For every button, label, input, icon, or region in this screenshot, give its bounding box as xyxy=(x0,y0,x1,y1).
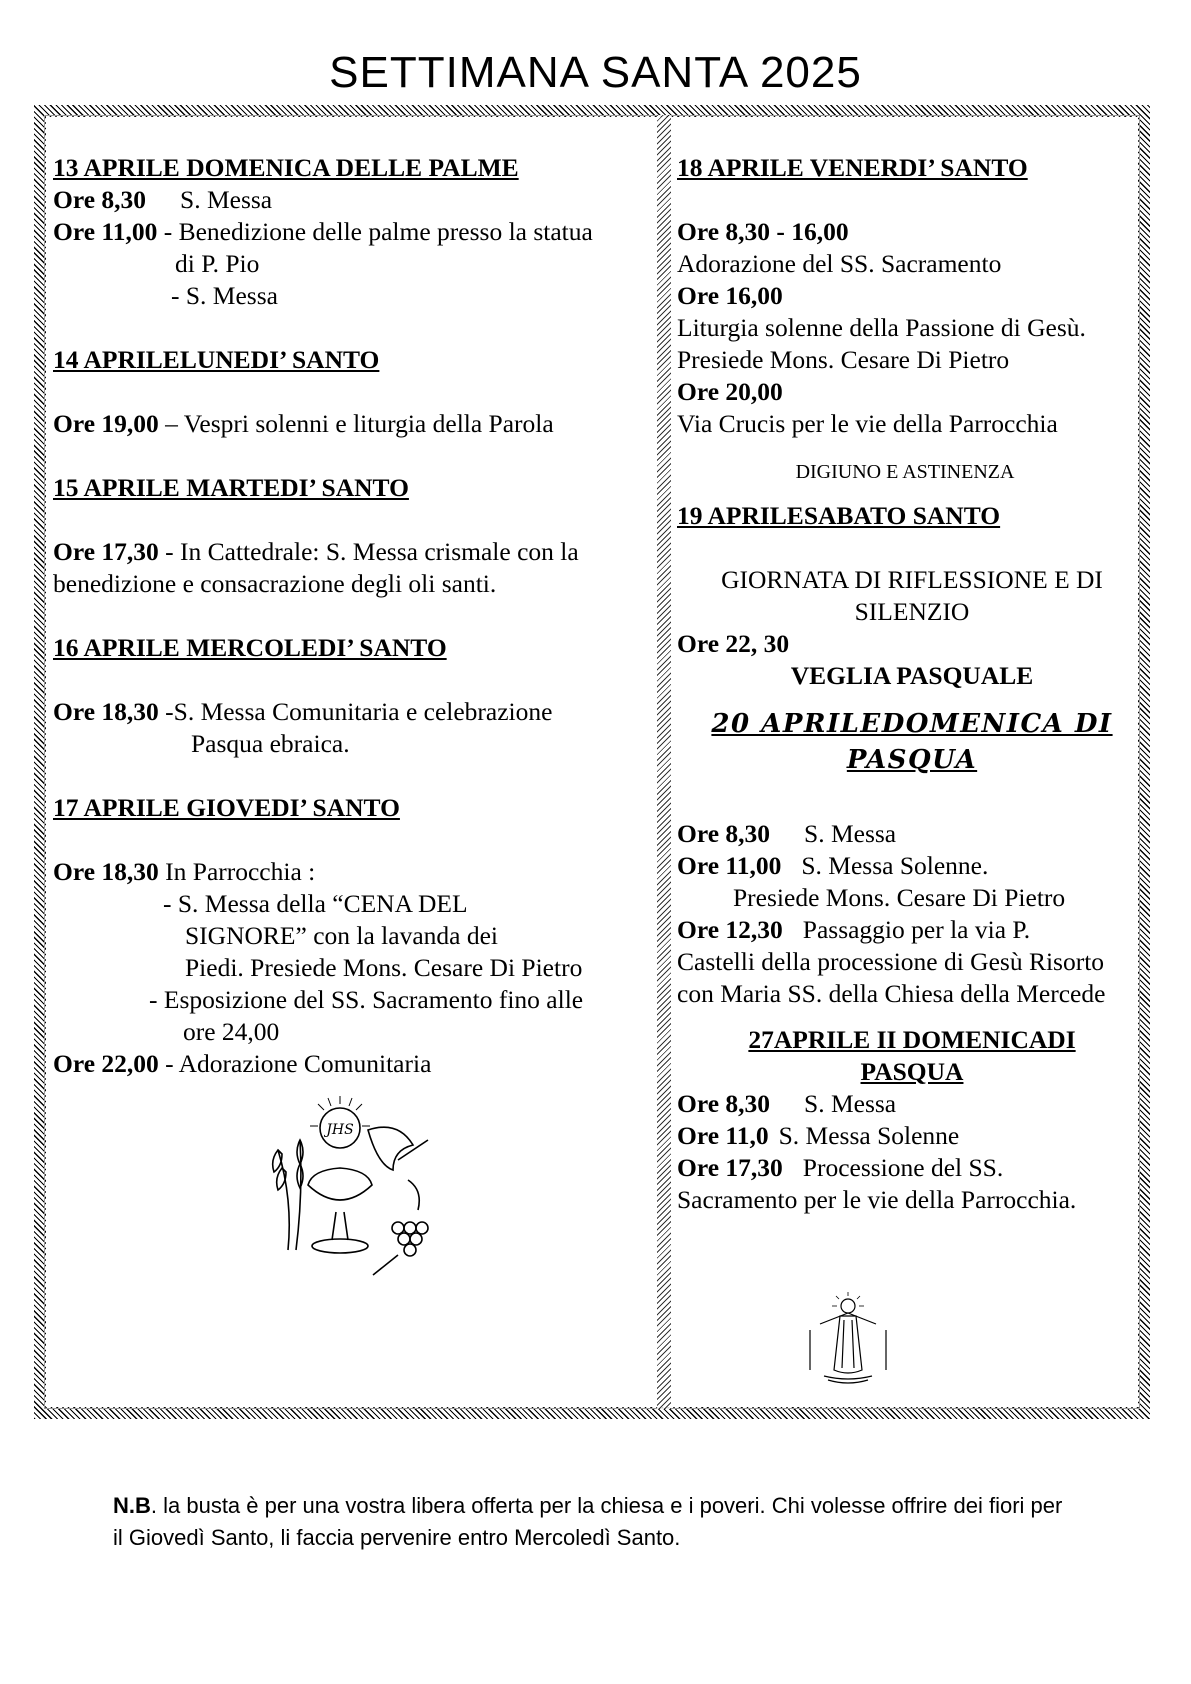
eucharist-emblem-illustration xyxy=(248,1090,458,1280)
time-label: Ore 11,00 xyxy=(53,217,158,246)
time-label: Ore 8,30 xyxy=(677,1089,771,1118)
left-column xyxy=(53,152,658,1080)
time-label: Ore 19,00 xyxy=(53,409,159,438)
offering-note xyxy=(113,1490,1073,1554)
schedule-row xyxy=(677,818,1147,850)
risen-christ-illustration xyxy=(800,1290,896,1386)
vigil-label: VEGLIA PASQUALE xyxy=(790,661,1034,690)
event-text: S. Messa Solenne. xyxy=(801,851,989,880)
event-text: S. Messa xyxy=(804,819,897,848)
event-text: GIORNATA DI RIFLESSIONE E DI xyxy=(721,565,1103,594)
note-text: . la busta è per una vostra libera offerta per la chiesa e i poveri. Chi volesse offrire dei fiori per il Giovedì Santo, li faccia pervenire entro Mercoledì Santo. xyxy=(113,1493,1063,1550)
event-text: S. Messa Solenne xyxy=(778,1121,960,1150)
event-text: - S. Messa xyxy=(171,281,278,310)
day-heading-15: 15 APRILE MARTEDI’ SANTO xyxy=(53,473,409,502)
schedule-row xyxy=(677,1120,1147,1152)
time-label: Ore 16,00 xyxy=(677,281,783,310)
event-text: -S. Messa Comunitaria e celebrazione xyxy=(158,697,553,726)
time-label: Ore 20,00 xyxy=(677,377,783,406)
schedule-row xyxy=(53,696,658,728)
event-text: benedizione e consacrazione degli oli santi. xyxy=(53,569,497,598)
time-label: Ore 18,30 xyxy=(53,697,159,726)
svg-text:JHS: JHS xyxy=(326,1122,354,1138)
event-text: Via Crucis per le vie della Parrocchia xyxy=(677,409,1058,438)
day-heading-14: 14 APRILELUNEDI’ SANTO xyxy=(53,345,380,374)
time-label: Ore 12,30 xyxy=(677,915,783,944)
event-text: Presiede Mons. Cesare Di Pietro xyxy=(733,883,1066,912)
event-text: Processione del SS. xyxy=(802,1153,1004,1182)
event-text: ore 24,00 xyxy=(183,1017,280,1046)
day-heading-20: 20 APRILEDOMENICA DI xyxy=(711,709,1113,739)
event-text: SIGNORE” con la lavanda dei xyxy=(185,921,498,950)
event-text: - Adorazione Comunitaria xyxy=(158,1049,432,1078)
schedule-row xyxy=(677,914,1147,946)
day-heading-18: 18 APRILE VENERDI’ SANTO xyxy=(677,153,1028,182)
time-label: Ore 17,30 xyxy=(677,1153,783,1182)
event-text: con Maria SS. della Chiesa della Mercede xyxy=(677,979,1106,1008)
event-text: - S. Messa della “CENA DEL xyxy=(163,889,468,918)
time-label: Ore 22,00 xyxy=(53,1049,159,1078)
schedule-row xyxy=(677,1088,1147,1120)
time-label: Ore 18,30 xyxy=(53,857,159,886)
event-text: Presiede Mons. Cesare Di Pietro xyxy=(677,345,1010,374)
schedule-row xyxy=(53,408,658,440)
schedule-row xyxy=(53,1048,658,1080)
event-text: In Parrocchia : xyxy=(158,857,316,886)
event-text: - Benedizione delle palme presso la statua xyxy=(157,217,593,246)
time-label: Ore 22, 30 xyxy=(677,629,790,658)
event-text: Castelli della processione di Gesù Risorto xyxy=(677,947,1105,976)
schedule-row xyxy=(53,856,658,888)
right-column xyxy=(677,152,1147,1216)
event-text: S. Messa xyxy=(804,1089,897,1118)
event-text: – Vespri solenni e liturgia della Parola xyxy=(158,409,554,438)
day-heading-20-cont: PASQUA xyxy=(846,745,978,775)
page-title: SETTIMANA SANTA 2025 xyxy=(329,48,862,97)
time-label: Ore 8,30 xyxy=(53,185,147,214)
day-heading-17: 17 APRILE GIOVEDI’ SANTO xyxy=(53,793,400,822)
event-text: S. Messa xyxy=(180,185,273,214)
event-text: - Esposizione del SS. Sacramento fino alle xyxy=(149,985,584,1014)
event-text: di P. Pio xyxy=(175,249,260,278)
event-text: Pasqua ebraica. xyxy=(191,729,350,758)
schedule-row xyxy=(677,1152,1147,1184)
column-divider xyxy=(657,115,671,1409)
event-text: Adorazione del SS. Sacramento xyxy=(677,249,1002,278)
schedule-row xyxy=(53,216,658,248)
schedule-row xyxy=(53,536,658,568)
time-label: Ore 11,0 xyxy=(677,1121,769,1150)
day-heading-16: 16 APRILE MERCOLEDI’ SANTO xyxy=(53,633,447,662)
event-text: Sacramento per le vie della Parrocchia. xyxy=(677,1185,1077,1214)
fasting-note: DIGIUNO E ASTINENZA xyxy=(795,461,1015,483)
day-heading-13: 13 APRILE DOMENICA DELLE PALME xyxy=(53,153,519,182)
note-prefix: N.B xyxy=(113,1493,151,1518)
event-text: - In Cattedrale: S. Messa crismale con la xyxy=(158,537,579,566)
time-label: Ore 8,30 xyxy=(677,819,771,848)
event-text: SILENZIO xyxy=(854,597,970,626)
event-text: Liturgia solenne della Passione di Gesù. xyxy=(677,313,1086,342)
day-heading-27-cont: PASQUA xyxy=(860,1057,964,1086)
time-label: Ore 17,30 xyxy=(53,537,159,566)
schedule-row xyxy=(677,850,1147,882)
time-label: Ore 8,30 - 16,00 xyxy=(677,217,849,246)
time-label: Ore 11,00 xyxy=(677,851,782,880)
day-heading-27: 27APRILE II DOMENICADI xyxy=(748,1025,1076,1054)
schedule-row xyxy=(53,184,658,216)
day-heading-19: 19 APRILESABATO SANTO xyxy=(677,501,1001,530)
event-text: Passaggio per la via P. xyxy=(802,915,1031,944)
event-text: Piedi. Presiede Mons. Cesare Di Pietro xyxy=(185,953,583,982)
